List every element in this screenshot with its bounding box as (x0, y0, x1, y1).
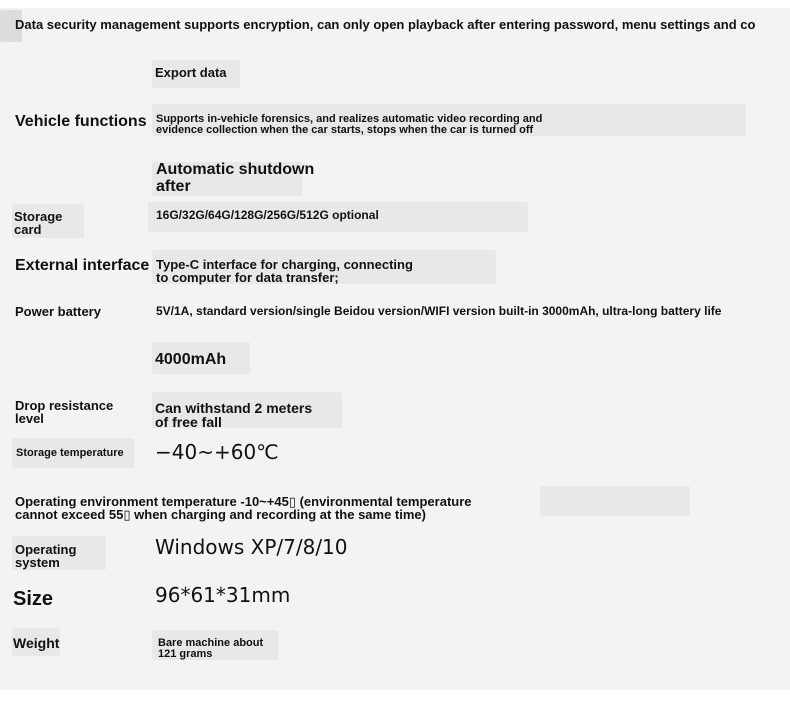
storage-temperature-label: Storage temperature (16, 447, 124, 459)
weight-value-line1: Bare machine about (158, 637, 264, 649)
weight-label: Weight (13, 635, 60, 651)
operating-system-value: Windows XP/7/8/10 (155, 535, 348, 559)
weight-value-line2: 121 grams (158, 648, 213, 660)
external-interface-value-line2: to computer for data transfer; (156, 270, 339, 285)
drop-resistance-value-line2: of free fall (155, 414, 222, 430)
storage-card-value: 16G/32G/64G/128G/256G/512G optional (156, 208, 379, 222)
storage-temperature-value: −40~+60℃ (155, 440, 279, 464)
drop-resistance-value-line1: Can withstand 2 meters (155, 400, 313, 416)
ghost-smudge (540, 486, 690, 516)
power-battery-label: Power battery (15, 304, 101, 319)
size-label: Size (13, 588, 54, 610)
operating-system-label-line1: Operating (15, 542, 77, 557)
drop-resistance-label-line1: Drop resistance (15, 398, 114, 413)
vehicle-functions-value-line2: evidence collection when the car starts, stops when the car is turned off (156, 124, 534, 136)
external-interface-label: External interface (15, 257, 150, 274)
vehicle-functions-value-line1: Supports in-vehicle forensics, and realizes automatic video recording and (156, 113, 543, 125)
operating-environment-line2: cannot exceed 55▯ when charging and recording at the same time) (15, 507, 426, 522)
vehicle-functions-label: Vehicle functions (15, 113, 147, 130)
security-header-text: Data security management supports encryption, can only open playback after entering password, menu settings and co (15, 17, 756, 32)
export-data-value: Export data (155, 65, 227, 80)
storage-card-label-line2: card (14, 222, 42, 237)
size-value: 96*61*31mm (155, 583, 291, 607)
operating-system-label-line2: system (15, 555, 60, 570)
automatic-shutdown-line1: Automatic shutdown (156, 161, 315, 178)
storage-card-label-line1: Storage (14, 209, 63, 224)
operating-environment-line1: Operating environment temperature -10~+45▯ (environmental temperature (15, 494, 472, 509)
external-interface-value-line1: Type-C interface for charging, connecting (156, 257, 413, 272)
power-battery-value: 5V/1A, standard version/single Beidou version/WIFI version built-in 3000mAh, ultra-long battery life (156, 304, 722, 318)
automatic-shutdown-line2: after (156, 178, 191, 195)
battery-alt-value: 4000mAh (155, 351, 227, 368)
drop-resistance-label-line2: level (15, 411, 44, 426)
